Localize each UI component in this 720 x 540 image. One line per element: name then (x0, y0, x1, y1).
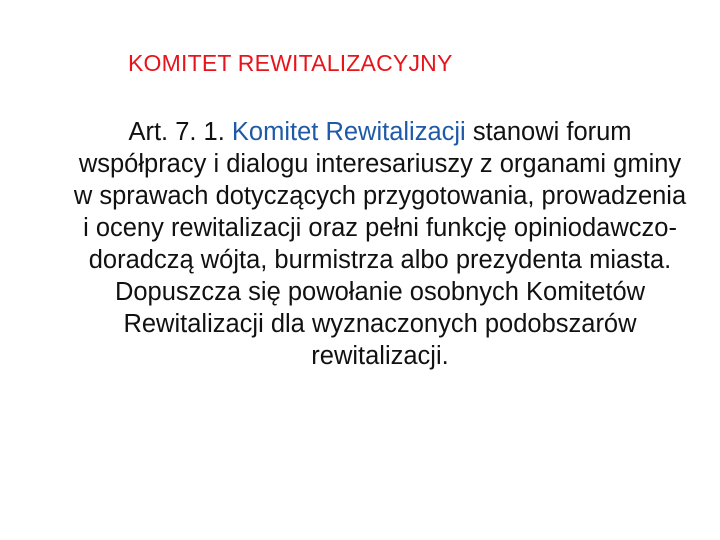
article-label: Art. 7. (128, 118, 197, 146)
paragraph-text: stanowi forum współpracy i dialogu interesariuszy z organami gminy w sprawach dotyczących przygotowania, prowadzenia i oceny rewitalizacji oraz pełni funkcję opiniodawczo-doradczą wójta, burmistrza albo prezydenta miasta. Dopuszcza się powołanie osobnych Komitetów Rewitalizacji dla wyznaczonych podobszarów rewitalizacji. (73, 118, 687, 370)
paragraph-number: 1. (196, 118, 232, 146)
article-paragraph (70, 116, 690, 372)
committee-name-highlight: Komitet Rewitalizacji (231, 118, 466, 146)
slide-title: KOMITET REWITALIZACYJNY (128, 50, 453, 76)
